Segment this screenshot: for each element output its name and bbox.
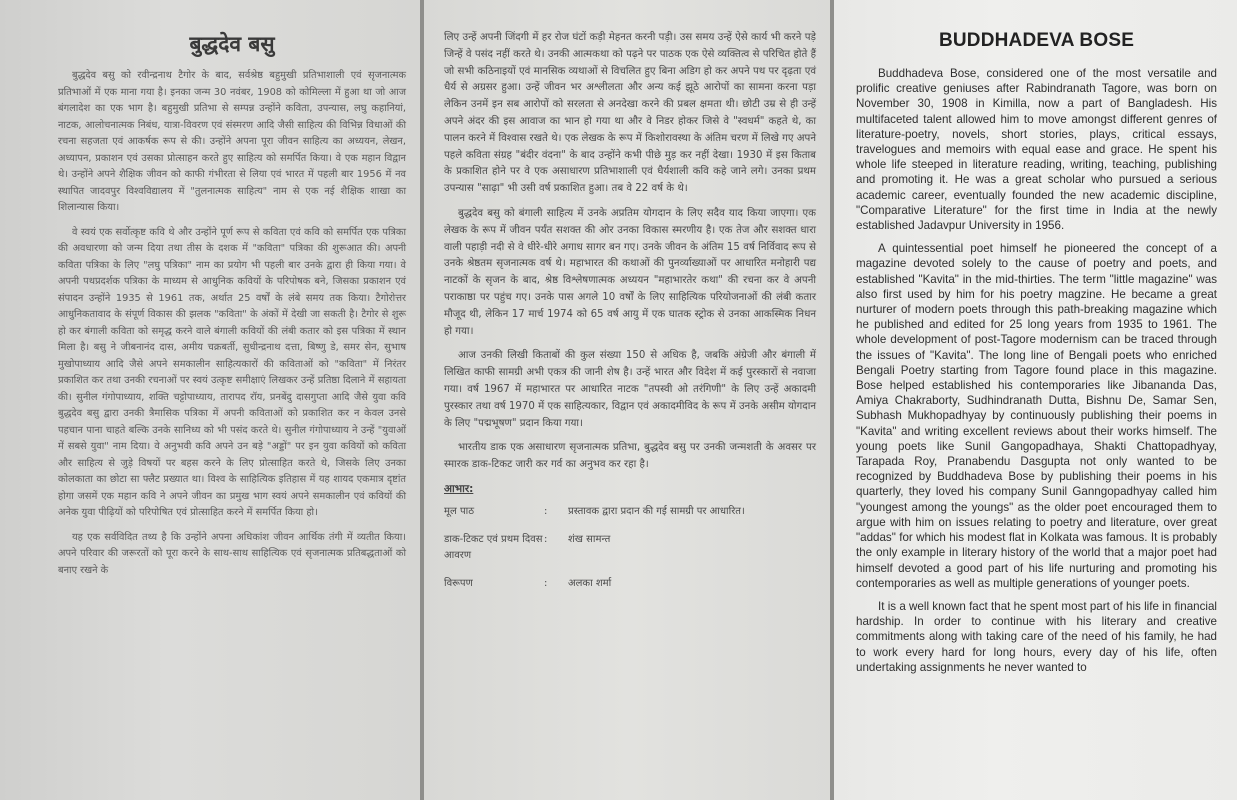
right-page-english: [834, 0, 1237, 800]
middle-paragraph-2: बुद्धदेव बसु को बंगाली साहित्य में उनके अप्रतिम योगदान के लिए सदैव याद किया जाएगा। एक लेखक के रूप में जीवन पर्यंत सशक्त की ओर उनका विकास स्मरणीय है। एक तेज और सशक्त धारा वाली पहाड़ी नदी से वे धीरे-धीरे अगाध सागर बन गए। उनके जीवन के अंतिम 15 वर्ष निर्विवाद रूप से उनके श्रेष्ठतम सृजनात्मक वर्ष थे। महाभारत की कथाओं की पुनर्व्याख्याओं पर आधारित मनोहारी पद्य नाटकों के सृजन के बाद, श्रेष्ठ विश्लेषणात्मक अध्ययन "महाभारतेर कथा" की रचना कर वे अपनी पराकाष्ठा पर पहुंच गए। उनके पास अगले 10 वर्षों के लिए साहित्यिक परियोजनाओं की लंबी कतार मौजूद थी, लेकिन 17 मार्च 1974 को 65 वर्ष आयु में एक घातक स्ट्रोक से उनका आकस्मिक निधन हो गया।: [444, 207, 816, 337]
acknowledgement-row: [444, 576, 816, 592]
ack-value: अलका शर्मा: [568, 577, 612, 589]
middle-paragraph-1: लिए उन्हें अपनी जिंदगी में हर रोज घंटों कड़ी मेहनत करनी पड़ी। उस समय उन्हें ऐसे कार्य भी करने पड़े जिन्हें वे पसंद नहीं करते थे। उनकी आत्मकथा को पढ़ने पर पाठक एक ऐसे व्यक्तित्व से परिचित होते हैं जो सभी कठिनाइयों एवं मानसिक व्यथाओं से विचलित हुए बिना अडिग हो कर अपने पथ पर दृढ़ता एवं धैर्य से अग्रसर हुआ। उन्हें जीवन भर अश्लीलता और अन्य कई झूठे आरोपों का सामना करना पड़ा लेकिन उनमें इन सब आरोपों को सरलता से अनदेखा करने की प्रबल क्षमता थी। छोटी उम्र से ही उन्हें अपने अंदर की इस आवाज का भान हो गया था और वे निडर होकर जिसे वे "स्वधर्म" कहते थे, का पालन करने में विश्वास रखते थे। एक लेखक के रूप में किशोरावस्था के अंतिम चरण में लिखे गए अपने पहले कविता संग्रह "बंदीर वंदना" के बाद उन्होंने कभी पीछे मुड़ कर नहीं देखा। 1930 में इस किताब के प्रकाशित होने पर वे एक असाधारण प्रतिभाशाली एवं धैर्यशाली कवि कहे जाने लगे। उनका प्रथम उपन्यास "साढ़ा" भी उसी वर्ष प्रकाशित हुआ। तब वे 22 वर्ष के थे।: [444, 32, 816, 195]
right-paragraph-2: A quintessential poet himself he pioneered the concept of a magazine devoted solely to the cause of poetry and poets, and established "Kavita" in the mid-thirties. The term "little magazine" was also first used by him for his poetry magzine. He became a great nurturer of modern poets through this path-breaking magazine which he published and edited for 25 long years from 1935 to 1961. The whole development of post-Tagore modernism can be traced through the issues of "Kavita". The long line of Bengali poets who enriched Bengali Poetry starting from Tagore found place in this magazine. Bose helped established his contemporaries like Jibananda Das, Amiya Chakraborty, Sudhindranath Dutta, Bishnu De, Samar Sen, Subhash Mukhopadhyay by continuously publishing their poems in "Kavita" and writing excellent reviews about their works himself. The young poets like Sunil Gangopadhaya, Shakti Chattopadhyay, Tarapada Roy, Pranabendu Dasgupta not only wanted to be recognized by Buddhadeva Bose by publishing their poems in his quarterly, they loved his company Sunil Ganngopadhyay called him "youngest among the youngs" as the older poet encouraged them to argue with him on issues relating to poetry and literature, over great "addas" for which his modest flat in Kolkata was famous. It is probably the only example in literary history of the world that a major poet had himself devoted a good part of his life nurturing and promoting his contemporaries as well as multiple generations of younger poets.: [856, 242, 1217, 590]
middle-page-hindi: [424, 0, 834, 800]
ack-separator: :: [544, 505, 548, 517]
left-paragraph-3: यह एक सर्वविदित तथ्य है कि उन्होंने अपना अधिकांश जीवन आर्थिक तंगी में व्यतीत किया। अपने परिवार की जरूरतों को पूरा करने के साथ-साथ साहित्यिक एवं सृजनात्मक प्रतिबद्धताओं को बनाए रखने के: [58, 531, 406, 576]
ack-label: मूल पाठ: [444, 505, 475, 517]
right-paragraph-1: Buddhadeva Bose, considered one of the most versatile and prolific creative geniuses after Rabindranath Tagore, was born on November 30, 1908 in Kimilla, now a part of Bangladesh. His multifaceted talent allowed him to move amongst different genres of literature-poetry, novels, short stories, plays, critical essays, travelogues and memoirs with equal ease and grace. He spent his whole life steeped in literature reading, writing, teaching, publishing and promoting it. He was a great scholar who pursued a serious academic career, eventually founded the new academic discipline, "Comparative Literature" for the first time in India at the newly established Jadavpur University in 1956.: [856, 67, 1217, 233]
ack-separator: :: [544, 533, 548, 545]
ack-label: डाक-टिकट एवं प्रथम दिवस आवरण: [444, 533, 543, 561]
hindi-title: बुद्धदेव बसु: [189, 32, 275, 56]
english-title: BUDDHADEVA BOSE: [938, 30, 1135, 51]
left-page-hindi: [0, 0, 420, 800]
left-paragraph-1: बुद्धदेव बसु को रवीन्द्रनाथ टैगोर के बाद, सर्वश्रेष्ठ बहुमुखी प्रतिभाशाली एवं सृजनात्मक प्रतिभाओं में एक माना गया है। इनका जन्म 30 नवंबर, 1908 को कोमिल्ला में हुआ था जो आज बंगलादेश का एक भाग है। बहुमुखी प्रतिभा से सम्पन्न उन्होंने कविता, उपन्यास, लघु कहानियां, नाटक, आलोचनात्मक निबंध, यात्रा-विवरण एवं संस्मरण आदि जैसी साहित्य की विभिन्न विधाओं की रचना सहजता एवं आकर्षक रूप से की। उन्होंने अपना पूरा जीवन साहित्य का अध्ययन, लेखन, अध्यापन, प्रकाशन एवं उसका प्रोत्साहन करते हुए साहित्य को समर्पित किया। वे एक महान विद्वान थे। उन्होंने अपने शैक्षिक जीवन को काफी गंभीरता से लिया एवं भारत में पहली बार 1956 में नव स्थापित जादवपुर विश्वविद्यालय में "तुलनात्मक साहित्य" नाम से एक नई शैक्षिक शाखा का शिलान्यास किया।: [58, 70, 406, 213]
middle-paragraph-4: भारतीय डाक एक असाधारण सृजनात्मक प्रतिभा, बुद्धदेव बसु पर उनकी जन्मशती के अवसर पर स्मारक डाक-टिकट जारी कर गर्व का अनुभव कर रहा है।: [444, 442, 816, 471]
acknowledgement-heading: आभार:: [444, 482, 474, 495]
acknowledgement-row: [444, 532, 816, 564]
ack-value: प्रस्तावक द्वारा प्रदान की गई सामग्री पर आधारित।: [568, 505, 745, 517]
ack-label: विरूपण: [444, 577, 473, 589]
middle-paragraph-3: आज उनकी लिखी किताबों की कुल संख्या 150 से अधिक है, जबकि अंग्रेजी और बंगाली में लिखित काफी सामग्री अभी एकत्र की जानी शेष है। उन्हें भारत और विदेश में कई पुरस्कारों से नवाजा गया। वर्ष 1967 में महाभारत पर आधारित नाटक "तपस्वी ओ तरंगिणी" के लिए उन्हें अकादमी पुरस्कार तथा वर्ष 1970 में एक साहित्यकार, विद्वान एवं अकादमीविद के रूप में उनके असीम योगदान के लिए "पद्मभूषण" प्रदान किया गया।: [444, 350, 816, 429]
acknowledgement-row: [444, 504, 816, 520]
left-paragraph-2: वे स्वयं एक सर्वोत्कृष्ट कवि थे और उन्होंने पूर्ण रूप से कविता एवं कवि को समर्पित एक पत्रिका की अवधारणा को जन्म दिया तथा तीस के दशक में "कविता" पत्रिका की शुरूआत की। अपनी कविता पत्रिका के लिए "लघु पत्रिका" नाम का प्रयोग भी पहली बार उनके द्वारा ही किया गया। वे अपनी पथप्रदर्शक पत्रिका के माध्यम से आधुनिक कवियों के परिपोषक बने, जिसका प्रकाशन एवं संपादन उन्होंने 1935 से 1961 तक, अर्थात 25 वर्षों के लंबे समय तक किया। टैगोरोत्तर आधुनिकतावाद के संपूर्ण विकास की झलक "कविता" के अंकों में देखी जा सकती है। टैगोर से शुरू हो कर बंगाली कविता को समृद्ध करने वाले बंगाली कवियों की लंबी कतार को इस पत्रिका में स्थान मिला है। बसु ने जीबनानंद दास, अमीय चक्रबर्ती, सुधीन्द्रनाथ दत्ता, बिष्णु डे, समर सेन, सुभाष मुखोपाध्याय आदि जैसे अपने समकालीन साहित्यकारों की कविताओं को "कविता" में निरंतर प्रकाशित कर तथा उनकी रचनाओं पर स्वयं उत्कृष्ट समीक्षाएं लिखकर उन्हें प्रतिष्ठा दिलाने में सहायता की। सुनील गंगोपाध्याय, शक्ति चट्टोपाध्याय, तारापद रॉय, प्रनबेंदु दासगुप्ता आदि जैसे युवा कवि बुद्धदेव बसु द्वारा उनकी त्रैमासिक पत्रिका में अपनी कविताओं को प्रकाशित कर न केवल उनसे पहचान पाना चाहते बल्कि उनके सानिध्य को भी पसंद करते थे। सुनील गंगोपाध्याय ने उन्हें "युवाओं में सबसे युवा" नाम दिया। वे अनुभवी कवि अपने उन बड़े "अड्डों" पर इन युवा कवियों को कविता और साहित्य से जुड़े विषयों पर बहस करने के लिए प्रोत्साहित करते थे, जिसके लिए उनका कोलकाता का छोटा सा फ्लैट प्रख्यात था। विश्व के साहित्यिक इतिहास में यह शायद एकमात्र दृष्टांत होगा जसमें एक महान कवि ने अपने जीवन का प्रमुख भाग स्वयं अपने समकालीन एवं कवियों की अनेक युवा पीढ़ियों को परिपोषित एवं प्रोत्साहित करने में समर्पित किया हो।: [58, 226, 406, 518]
ack-value: शंख सामन्त: [568, 533, 611, 545]
right-paragraph-3: It is a well known fact that he spent most part of his life in financial hardship. In order to continue with his literary and creative commitments along with taking care of the need of his family, he had to work every hard for long hours, every day of his life, often undertaking assignments he never wanted to: [856, 599, 1217, 674]
ack-separator: :: [544, 577, 548, 589]
